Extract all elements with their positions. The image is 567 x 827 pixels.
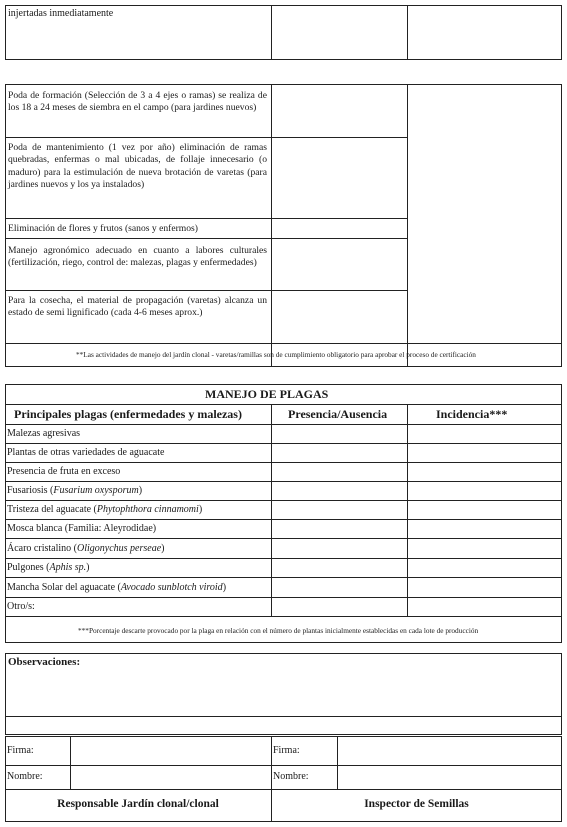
management-row-5: Para la cosecha, el material de propagación (varetas) alcanza un estado de semi lignificado (cada 4-6 meses aprox.) — [8, 295, 267, 319]
observations-line — [5, 716, 562, 717]
pests-footnote: ***Porcentaje descarte provocado por la plaga en relación con el número de plantas inicialmente establecidas en cada lote de producción — [78, 626, 479, 635]
right-role-label: Inspector de Semillas — [364, 798, 469, 810]
pests-col-header-incidence: Incidencia*** — [436, 407, 508, 421]
signatures-divider-right — [337, 736, 338, 790]
pests-row-line — [5, 538, 562, 539]
management-row-4: Manejo agronómico adecuado en cuanto a labores culturales (fertilización, riego, control de: malezas, plagas y enfermedades) — [8, 245, 267, 269]
right-nombre-label: Nombre: — [273, 771, 309, 782]
top-table-divider-1 — [271, 5, 272, 60]
management-row-3: Eliminación de flores y frutos (sanos y enfermos) — [8, 223, 198, 234]
pests-row-line — [5, 577, 562, 578]
left-signature-field[interactable] — [72, 737, 270, 764]
pests-row-line — [5, 597, 562, 598]
management-row-line — [5, 137, 407, 138]
management-row-1: Poda de formación (Selección de 3 a 4 ejes o ramas) se realiza de los 18 a 24 meses de siembra en el campo (para jardines nuevos) — [8, 90, 267, 114]
pest-row-other: Otro/s: — [7, 601, 35, 612]
management-row-2: Poda de mantenimiento (1 vez por año) eliminación de ramas quebradas, enfermas o mal ubicadas, de follaje innecesario (o maduro) para la estimulación de nueva brotación de varetas (para jardines nuevos y los ya instalados) — [8, 142, 267, 191]
management-row-line — [5, 218, 407, 219]
pests-col-header-presence: Presencia/Ausencia — [288, 407, 388, 421]
pests-row-line — [5, 462, 562, 463]
pest-row: Malezas agresivas — [7, 428, 81, 439]
right-signature-field[interactable] — [339, 737, 561, 764]
right-firma-label: Firma: — [273, 745, 300, 756]
pests-row-line — [5, 481, 562, 482]
pests-divider-1 — [271, 404, 272, 616]
left-role-label: Responsable Jardín clonal/clonal — [57, 798, 219, 810]
left-firma-label: Firma: — [7, 745, 34, 756]
pest-row: Pulgones (Aphis sp.) — [7, 562, 90, 573]
top-table-divider-2 — [407, 5, 408, 60]
pests-row-line — [5, 500, 562, 501]
management-row-line — [5, 238, 407, 239]
pest-row: Mancha Solar del aguacate (Avocado sunblotch viroid) — [7, 582, 227, 593]
pests-header-line — [5, 424, 562, 425]
top-table-row-text: injertadas inmediatamente — [8, 8, 114, 19]
pests-title: MANEJO DE PLAGAS — [205, 387, 329, 401]
pests-col-header-pest: Principales plagas (enfermedades y malezas) — [14, 407, 242, 421]
observations-box[interactable] — [5, 653, 562, 735]
management-row-line — [5, 343, 562, 344]
observations-label: Observaciones: — [8, 656, 81, 668]
left-name-field[interactable] — [72, 766, 270, 788]
pests-row-line — [5, 519, 562, 520]
management-divider-1 — [271, 84, 272, 367]
pests-row-line — [5, 616, 562, 617]
management-divider-2 — [407, 84, 408, 367]
pest-row: Tristeza del aguacate (Phytophthora cinnamomi) — [7, 504, 203, 515]
right-name-field[interactable] — [339, 766, 561, 788]
management-footnote: **Las actividades de manejo del jardín clonal - varetas/ramillas son de cumplimiento obligatorio para aprobar el proceso de certificación — [76, 350, 476, 359]
signatures-line — [5, 789, 562, 790]
pests-divider-2 — [407, 404, 408, 616]
pests-row-line — [5, 558, 562, 559]
pests-row-line — [5, 443, 562, 444]
left-nombre-label: Nombre: — [7, 771, 43, 782]
signatures-divider-left — [70, 736, 71, 790]
management-row-line — [5, 290, 407, 291]
pest-row: Presencia de fruta en exceso — [7, 466, 121, 477]
pest-row: Plantas de otras variedades de aguacate — [7, 447, 165, 458]
pest-row: Fusariosis (Fusarium oxysporum) — [7, 485, 143, 496]
pest-row: Mosca blanca (Familia: Aleyrodidae) — [7, 523, 157, 534]
pest-row: Ácaro cristalino (Oligonychus perseae) — [7, 543, 165, 554]
pests-title-line — [5, 404, 562, 405]
